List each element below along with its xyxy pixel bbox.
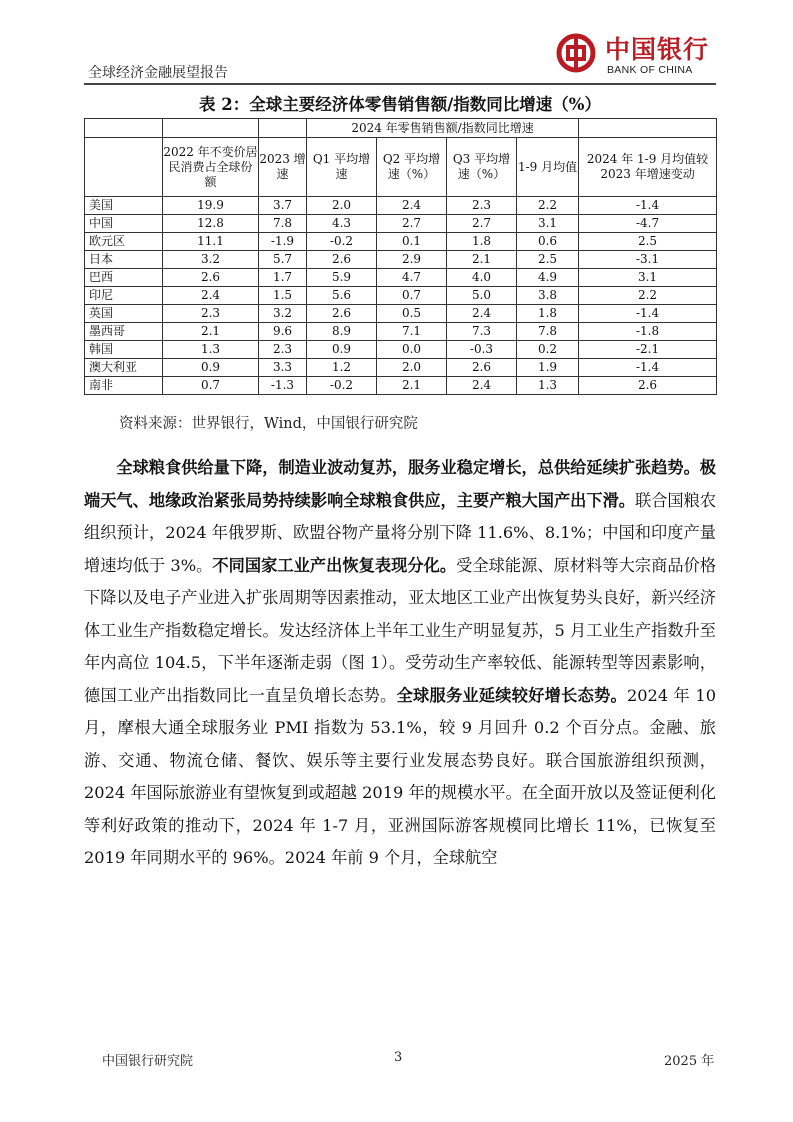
text-2: 受全球能源、原材料等大宗商品价格下降以及电子产业进入扩张周期等因素推动，亚太地区工业产出恢复势头良好，新兴经济体工业生产指数稳定增长。发达经济体上半年工业生产明显复苏，5 月工业生产指数升至年内高位 104.5，下半年逐渐走弱（图 1）。受劳动生产率较低、能源转型等因素影响，德国工业产出指数同比一直呈负增长态势。 xyxy=(84,555,717,705)
cell-change: 2.6 xyxy=(579,377,717,395)
header-blank xyxy=(163,119,259,138)
cell-g2023: 5.7 xyxy=(259,251,307,269)
text-3: 2024 年 10 月，摩根大通全球服务业 PMI 指数为 53.1%，较 9 月回升 0.2 个百分点。金融、旅游、交通、物流仓储、餐饮、娱乐等主要行业发展态势良好。联合国旅游组织预测，2024 年国际旅游业有望恢复到或超越 2019 年的规模水平。在全面开放以及签证便利化等利好政策的推动下，2024 年 1-7 月，亚洲国际游客规模同比增长 11%，已恢复至 2019 年同期水平的 96%。2024 年前 9 个月，全球航空 xyxy=(84,685,717,867)
logo-english-name: BANK OF CHINA xyxy=(607,64,693,76)
cell-country: 印尼 xyxy=(85,287,163,305)
report-title: 全球经济金融展望报告 xyxy=(88,65,228,81)
cell-g2023: -1.3 xyxy=(259,377,307,395)
cell-q2: 2.7 xyxy=(377,215,447,233)
cell-share: 2.4 xyxy=(163,287,259,305)
cell-q1: -0.2 xyxy=(307,233,377,251)
cell-avg: 0.6 xyxy=(517,233,579,251)
cell-change: -1.4 xyxy=(579,359,717,377)
cell-g2023: 3.2 xyxy=(259,305,307,323)
header-avg: 1-9 月均值 xyxy=(517,138,579,197)
table-row xyxy=(85,305,717,323)
cell-q3: 7.3 xyxy=(447,323,517,341)
table-row xyxy=(85,251,717,269)
cell-q2: 0.1 xyxy=(377,233,447,251)
cell-share: 2.3 xyxy=(163,305,259,323)
cell-share: 19.9 xyxy=(163,197,259,215)
cell-country: 中国 xyxy=(85,215,163,233)
cell-g2023: 2.3 xyxy=(259,341,307,359)
cell-q1: 2.0 xyxy=(307,197,377,215)
cell-share: 11.1 xyxy=(163,233,259,251)
page-number: 3 xyxy=(394,1050,403,1065)
cell-q2: 0.7 xyxy=(377,287,447,305)
cell-q2: 7.1 xyxy=(377,323,447,341)
cell-q1: 5.9 xyxy=(307,269,377,287)
cell-q1: 4.3 xyxy=(307,215,377,233)
header-share: 2022 年不变价居民消费占全球份额 xyxy=(163,138,259,197)
cell-q3: 5.0 xyxy=(447,287,517,305)
footer-year: 2025 年 xyxy=(664,1054,715,1069)
logo-chinese-name: 中国银行 xyxy=(605,35,710,64)
cell-g2023: 9.6 xyxy=(259,323,307,341)
cell-avg: 1.3 xyxy=(517,377,579,395)
cell-g2023: 3.7 xyxy=(259,197,307,215)
cell-q1: 2.6 xyxy=(307,251,377,269)
group-header: 2024 年零售销售额/指数同比增速 xyxy=(307,119,579,138)
header-divider xyxy=(84,83,716,85)
cell-country: 欧元区 xyxy=(85,233,163,251)
cell-q3: 2.4 xyxy=(447,305,517,323)
cell-avg: 2.5 xyxy=(517,251,579,269)
header-q1: Q1 平均增速 xyxy=(307,138,377,197)
cell-q2: 4.7 xyxy=(377,269,447,287)
cell-share: 1.3 xyxy=(163,341,259,359)
cell-country: 英国 xyxy=(85,305,163,323)
cell-q1: 0.9 xyxy=(307,341,377,359)
cell-q3: 4.0 xyxy=(447,269,517,287)
cell-avg: 4.9 xyxy=(517,269,579,287)
cell-avg: 0.2 xyxy=(517,341,579,359)
header-blank xyxy=(85,119,163,138)
header-blank xyxy=(579,119,717,138)
cell-q2: 2.0 xyxy=(377,359,447,377)
table-row xyxy=(85,323,717,341)
bank-of-china-emblem-icon xyxy=(555,32,597,74)
cell-q1: 8.9 xyxy=(307,323,377,341)
header-2023: 2023 增速 xyxy=(259,138,307,197)
cell-change: -1.8 xyxy=(579,323,717,341)
bank-logo xyxy=(555,30,715,80)
cell-country: 巴西 xyxy=(85,269,163,287)
cell-change: -3.1 xyxy=(579,251,717,269)
cell-q1: -0.2 xyxy=(307,377,377,395)
text-1: 联合国粮农组织预计，2024 年俄罗斯、欧盟谷物产量将分别下降 11.6%、8.1%；中国和印度产量增速均低于 3%。 xyxy=(84,490,717,575)
cell-avg: 1.8 xyxy=(517,305,579,323)
cell-q3: 2.3 xyxy=(447,197,517,215)
table-row xyxy=(85,287,717,305)
cell-q2: 2.1 xyxy=(377,377,447,395)
cell-q2: 2.4 xyxy=(377,197,447,215)
header-change: 2024 年 1-9 月均值较2023 年增速变动 xyxy=(579,138,717,197)
cell-avg: 3.1 xyxy=(517,215,579,233)
table-source: 资料来源：世界银行，Wind，中国银行研究院 xyxy=(119,416,418,432)
cell-country: 日本 xyxy=(85,251,163,269)
cell-share: 2.1 xyxy=(163,323,259,341)
cell-q2: 0.5 xyxy=(377,305,447,323)
cell-g2023: -1.9 xyxy=(259,233,307,251)
cell-share: 0.9 xyxy=(163,359,259,377)
table-row xyxy=(85,359,717,377)
body-paragraph xyxy=(84,452,716,875)
cell-share: 12.8 xyxy=(163,215,259,233)
cell-change: 2.2 xyxy=(579,287,717,305)
cell-share: 3.2 xyxy=(163,251,259,269)
cell-avg: 7.8 xyxy=(517,323,579,341)
bold-lead-3: 全球服务业延续较好增长态势。 xyxy=(396,685,627,705)
cell-share: 0.7 xyxy=(163,377,259,395)
header-q2: Q2 平均增速（%） xyxy=(377,138,447,197)
cell-g2023: 3.3 xyxy=(259,359,307,377)
cell-g2023: 1.5 xyxy=(259,287,307,305)
table-row xyxy=(85,197,717,215)
table-row xyxy=(85,215,717,233)
cell-share: 2.6 xyxy=(163,269,259,287)
cell-q3: 2.7 xyxy=(447,215,517,233)
cell-change: -2.1 xyxy=(579,341,717,359)
bold-lead-1: 全球粮食供给量下降，制造业波动复苏，服务业稳定增长，总供给延续扩张趋势。极端天气、地缘政治紧张局势持续影响全球粮食供应，主要产粮大国产出下滑。 xyxy=(84,458,716,510)
table-row xyxy=(85,233,717,251)
header-blank xyxy=(259,119,307,138)
table-title: 表 2：全球主要经济体零售销售额/指数同比增速（%） xyxy=(199,95,601,114)
cell-avg: 2.2 xyxy=(517,197,579,215)
cell-country: 墨西哥 xyxy=(85,323,163,341)
cell-q1: 2.6 xyxy=(307,305,377,323)
cell-change: -4.7 xyxy=(579,215,717,233)
cell-q3: -0.3 xyxy=(447,341,517,359)
cell-change: -1.4 xyxy=(579,305,717,323)
cell-change: 3.1 xyxy=(579,269,717,287)
cell-country: 美国 xyxy=(85,197,163,215)
table-row xyxy=(85,269,717,287)
cell-q3: 1.8 xyxy=(447,233,517,251)
cell-q1: 5.6 xyxy=(307,287,377,305)
table-row xyxy=(85,341,717,359)
table-row xyxy=(85,377,717,395)
cell-avg: 3.8 xyxy=(517,287,579,305)
cell-g2023: 7.8 xyxy=(259,215,307,233)
header-q3: Q3 平均增速（%） xyxy=(447,138,517,197)
cell-country: 澳大利亚 xyxy=(85,359,163,377)
retail-sales-table xyxy=(84,118,717,395)
cell-change: 2.5 xyxy=(579,233,717,251)
cell-country: 韩国 xyxy=(85,341,163,359)
header-country xyxy=(85,138,163,197)
cell-g2023: 1.7 xyxy=(259,269,307,287)
cell-q1: 1.2 xyxy=(307,359,377,377)
cell-q3: 2.1 xyxy=(447,251,517,269)
cell-q2: 2.9 xyxy=(377,251,447,269)
footer-org: 中国银行研究院 xyxy=(102,1054,194,1069)
bold-lead-2: 不同国家工业产出恢复表现分化。 xyxy=(212,555,457,575)
cell-q3: 2.6 xyxy=(447,359,517,377)
cell-change: -1.4 xyxy=(579,197,717,215)
cell-q3: 2.4 xyxy=(447,377,517,395)
cell-country: 南非 xyxy=(85,377,163,395)
cell-avg: 1.9 xyxy=(517,359,579,377)
cell-q2: 0.0 xyxy=(377,341,447,359)
